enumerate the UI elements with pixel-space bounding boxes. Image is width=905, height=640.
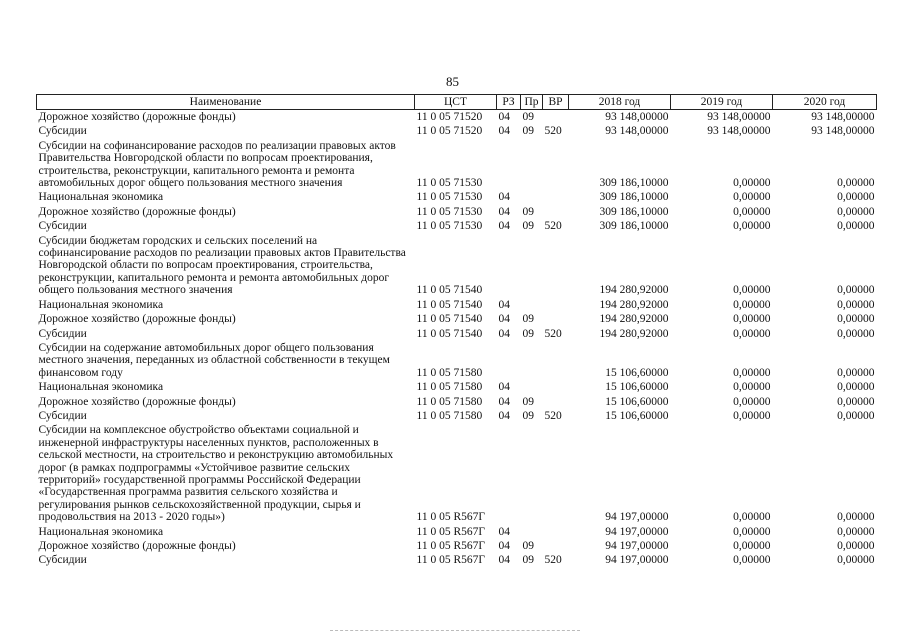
page-number: 85	[446, 74, 459, 89]
table-row	[37, 124, 877, 138]
row-2018: 194 280,92000	[599, 313, 669, 326]
row-pr: 09	[522, 313, 534, 326]
row-2020: 0,00000	[837, 381, 875, 394]
table-row	[37, 234, 877, 298]
row-name: Дорожное хозяйство (дорожные фонды)	[38, 205, 236, 218]
row-rz: 04	[498, 205, 510, 218]
row-pr	[521, 190, 543, 204]
row-2020: 0,00000	[837, 395, 875, 408]
row-2018: 15 106,60000	[605, 395, 669, 408]
row-cst: 11 0 05 71520	[416, 125, 483, 138]
row-pr	[521, 525, 543, 539]
row-pr: 09	[522, 111, 534, 123]
header-cst: ЦСТ	[415, 95, 497, 110]
row-rz: 04	[498, 111, 510, 123]
row-vr: 520	[544, 554, 562, 567]
row-vr	[543, 298, 569, 312]
row-vr: 520	[544, 220, 562, 233]
row-rz: 04	[498, 125, 510, 138]
row-cst: 11 0 05 R567Г	[416, 511, 486, 524]
row-cst: 11 0 05 R567Г	[416, 540, 486, 552]
table-row	[37, 312, 877, 326]
table-row	[37, 205, 877, 219]
row-2019: 0,00000	[733, 409, 771, 422]
row-2020: 0,00000	[837, 554, 875, 567]
table-row	[37, 380, 877, 394]
row-cst: 11 0 05 71530	[416, 177, 483, 190]
row-2020: 0,00000	[837, 191, 875, 204]
row-2020: 0,00000	[837, 327, 875, 340]
row-pr: 09	[522, 554, 534, 567]
row-2019: 93 148,00000	[707, 125, 771, 138]
table-row	[37, 327, 877, 341]
header-pr: Пр	[521, 95, 543, 110]
row-vr	[543, 395, 569, 409]
row-name: Субсидии	[38, 409, 87, 422]
row-2018: 15 106,60000	[605, 381, 669, 394]
row-name: Субсидии	[38, 554, 87, 567]
row-vr	[543, 525, 569, 539]
row-2018: 194 280,92000	[599, 284, 669, 297]
row-name: Субсидии	[38, 125, 87, 138]
table-row	[37, 395, 877, 409]
row-name: Дорожное хозяйство (дорожные фонды)	[38, 395, 236, 408]
row-2019: 93 148,00000	[707, 111, 771, 123]
row-2020: 0,00000	[837, 205, 875, 218]
row-vr	[543, 423, 569, 524]
row-2020: 0,00000	[837, 409, 875, 422]
row-rz: 04	[498, 313, 510, 326]
row-vr: 520	[544, 125, 562, 138]
table-header-row	[37, 95, 877, 110]
row-rz: 04	[498, 409, 510, 422]
row-cst: 11 0 05 R567Г	[416, 554, 486, 567]
row-cst: 11 0 05 71580	[416, 381, 483, 394]
row-2018: 93 148,00000	[605, 111, 669, 123]
row-vr	[543, 380, 569, 394]
row-2020: 0,00000	[837, 366, 875, 379]
table-row	[37, 341, 877, 380]
row-2018: 194 280,92000	[599, 298, 669, 311]
row-cst: 11 0 05 71540	[416, 313, 483, 326]
row-rz: 04	[498, 220, 510, 233]
row-vr	[543, 190, 569, 204]
row-rz	[497, 341, 521, 380]
row-rz: 04	[498, 525, 510, 538]
row-vr	[543, 110, 569, 125]
footer-divider	[330, 630, 580, 632]
row-2018: 94 197,00000	[605, 525, 669, 538]
row-2019: 0,00000	[733, 177, 771, 190]
row-pr: 09	[522, 409, 534, 422]
row-cst: 11 0 05 71580	[416, 395, 483, 408]
row-2019: 0,00000	[733, 220, 771, 233]
row-2018: 309 186,10000	[599, 191, 669, 204]
row-vr: 520	[544, 327, 562, 340]
row-2018: 94 197,00000	[605, 511, 669, 524]
row-pr: 09	[522, 327, 534, 340]
row-2019: 0,00000	[733, 381, 771, 394]
row-pr	[521, 139, 543, 191]
row-name: Дорожное хозяйство (дорожные фонды)	[38, 313, 236, 326]
row-2018: 94 197,00000	[605, 540, 669, 552]
row-2020: 0,00000	[837, 177, 875, 190]
row-pr	[521, 341, 543, 380]
row-pr: 09	[522, 125, 534, 138]
table-row	[37, 423, 877, 524]
header-2018: 2018 год	[569, 95, 671, 110]
row-name: Субсидии на софинансирование расходов по реализации правовых актов Правительства Новгородской области по вопросам проектирования, строительства, реконструкции, капитального ремонта и ремонта автомобильных дорог общего пользования местного значения	[38, 139, 396, 190]
row-2019: 0,00000	[733, 298, 771, 311]
row-2018: 15 106,60000	[605, 366, 669, 379]
row-pr	[521, 234, 543, 298]
table-row	[37, 139, 877, 191]
row-rz: 04	[498, 395, 510, 408]
header-2020: 2020 год	[773, 95, 877, 110]
row-rz	[497, 139, 521, 191]
row-pr: 09	[522, 205, 534, 218]
row-2020: 0,00000	[837, 525, 875, 538]
row-rz	[497, 423, 521, 524]
row-2019: 0,00000	[733, 205, 771, 218]
row-cst: 11 0 05 71530	[416, 220, 483, 233]
row-2019: 0,00000	[733, 366, 771, 379]
row-2019: 0,00000	[733, 540, 771, 552]
row-2019: 0,00000	[733, 313, 771, 326]
row-2020: 93 148,00000	[811, 125, 875, 138]
row-2019: 0,00000	[733, 525, 771, 538]
row-vr	[543, 234, 569, 298]
row-vr	[543, 205, 569, 219]
row-name: Субсидии на комплексное обустройство объектами социальной и инженерной инфраструктуры населенных пунктов, расположенных в сельской местности, на строительство и реконструкцию автомобильных дорог (в рамках подпрограммы «Устойчивое развитие сельских территорий» государственной программы Российской Федерации «Государственная программа развития сельского хозяйства и регулирования рынков сельскохозяйственной продукции, сырья и продовольствия на 2013 - 2020 годы»)	[38, 424, 394, 524]
row-rz: 04	[498, 298, 510, 311]
row-2018: 15 106,60000	[605, 409, 669, 422]
row-pr	[521, 380, 543, 394]
table-row	[37, 525, 877, 539]
table-body	[37, 110, 877, 568]
row-rz: 04	[498, 381, 510, 394]
row-name: Субсидии	[38, 220, 87, 233]
row-name: Субсидии	[38, 327, 87, 340]
header-2019: 2019 год	[671, 95, 773, 110]
row-2020: 0,00000	[837, 284, 875, 297]
row-pr: 09	[522, 395, 534, 408]
row-2020: 93 148,00000	[811, 111, 875, 123]
row-vr	[543, 341, 569, 380]
row-2018: 309 186,10000	[599, 220, 669, 233]
row-rz: 04	[498, 540, 510, 552]
row-cst: 11 0 05 71540	[416, 327, 483, 340]
row-rz	[497, 234, 521, 298]
row-name: Дорожное хозяйство (дорожные фонды)	[38, 540, 236, 552]
row-2020: 0,00000	[837, 298, 875, 311]
row-2018: 194 280,92000	[599, 327, 669, 340]
row-cst: 11 0 05 71540	[416, 284, 483, 297]
row-2020: 0,00000	[837, 313, 875, 326]
row-vr	[543, 312, 569, 326]
row-cst: 11 0 05 71530	[416, 205, 483, 218]
row-pr	[521, 423, 543, 524]
row-cst: 11 0 05 71530	[416, 191, 483, 204]
row-name: Национальная экономика	[38, 525, 164, 538]
row-pr: 09	[522, 540, 534, 552]
row-2019: 0,00000	[733, 327, 771, 340]
row-cst: 11 0 05 R567Г	[416, 525, 486, 538]
header-vr: ВР	[543, 95, 569, 110]
row-vr	[543, 139, 569, 191]
row-pr	[521, 298, 543, 312]
row-2018: 94 197,00000	[605, 554, 669, 567]
row-2020: 0,00000	[837, 540, 875, 552]
row-rz: 04	[498, 327, 510, 340]
row-2020: 0,00000	[837, 220, 875, 233]
row-name: Национальная экономика	[38, 191, 164, 204]
row-2019: 0,00000	[733, 284, 771, 297]
table-row	[37, 298, 877, 312]
row-rz: 04	[498, 191, 510, 204]
row-name: Дорожное хозяйство (дорожные фонды)	[38, 111, 236, 123]
table-row	[37, 190, 877, 204]
row-vr: 520	[544, 409, 562, 422]
row-cst: 11 0 05 71540	[416, 298, 483, 311]
header-name: Наименование	[37, 95, 415, 110]
row-cst: 11 0 05 71580	[416, 409, 483, 422]
row-name: Субсидии на содержание автомобильных дорог общего пользования местного значения, переданных из областной собственности в текущем финансовом году	[38, 341, 390, 379]
row-2018: 93 148,00000	[605, 125, 669, 138]
row-2019: 0,00000	[733, 395, 771, 408]
header-rz: РЗ	[497, 95, 521, 110]
row-2020: 0,00000	[837, 511, 875, 524]
budget-table	[36, 94, 877, 568]
row-pr: 09	[522, 220, 534, 233]
row-2018: 309 186,10000	[599, 205, 669, 218]
row-cst: 11 0 05 71580	[416, 366, 483, 379]
table-row	[37, 110, 877, 125]
row-vr	[543, 539, 569, 553]
row-cst: 11 0 05 71520	[416, 111, 483, 123]
table-row	[37, 219, 877, 233]
row-2019: 0,00000	[733, 191, 771, 204]
table-row	[37, 539, 877, 553]
row-2019: 0,00000	[733, 511, 771, 524]
row-name: Национальная экономика	[38, 298, 164, 311]
row-name: Национальная экономика	[38, 381, 164, 394]
row-rz: 04	[498, 554, 510, 567]
row-2019: 0,00000	[733, 554, 771, 567]
row-2018: 309 186,10000	[599, 177, 669, 190]
table-row	[37, 409, 877, 423]
row-name: Субсидии бюджетам городских и сельских поселений на софинансирование расходов по реализации правовых актов Правительства Новгородской области по вопросам проектирования, строительства, реконструкции, капитального ремонта и ремонта автомобильных дорог общего пользования местного значения	[38, 234, 406, 297]
table-row	[37, 553, 877, 567]
